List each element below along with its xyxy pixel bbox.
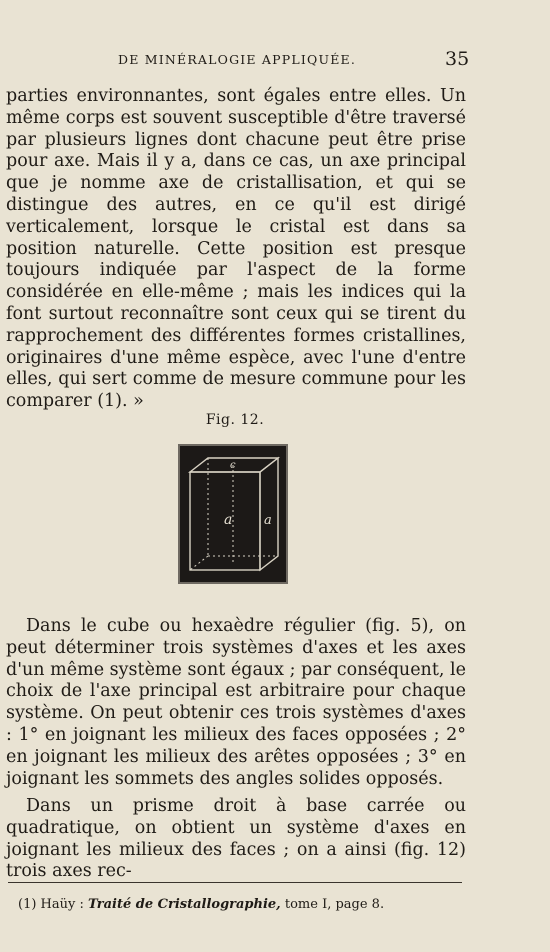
body-paragraph-3: Dans un prisme droit à base carrée ou quadratique, on obtient un système d'axes en joignant les milieux des faces ; on a ainsi (fig. 12) trois axes rec- bbox=[6, 796, 466, 882]
hidden-edge-diagonal bbox=[190, 556, 208, 570]
label-side: a bbox=[264, 513, 272, 528]
footnote-rule bbox=[8, 882, 462, 883]
prism-drawing bbox=[180, 446, 286, 582]
running-header bbox=[0, 48, 550, 74]
label-top: c bbox=[230, 460, 236, 471]
footnote-title: Traité de Cristallographie, bbox=[88, 897, 281, 912]
running-head: DE MINÉRALOGIE APPLIQUÉE. bbox=[118, 52, 357, 67]
body-paragraph-2: Dans le cube ou hexaèdre régulier (fig. 5), on peut déterminer trois systèmes d'axes et les axes d'un même système sont égaux ; par conséquent, le choix de l'axe principal est arbitraire pour chaque système. On peut obtenir ces trois systèmes d'axes : 1° en joignant les milieux des faces opposées ; 2° en joignant les milieux des arêtes opposées ; 3° en joignant les sommets des angles solides opposés. bbox=[6, 616, 466, 789]
page-number: 35 bbox=[445, 48, 470, 70]
figure-caption: Fig. 12. bbox=[205, 412, 265, 428]
footnote bbox=[18, 896, 458, 914]
footnote-marker: (1) Haüy : bbox=[18, 897, 84, 912]
body-paragraph-1: parties environnantes, sont égales entre elles. Un même corps est souvent susceptible d'être traversé par plusieurs lignes dont chacune peut être prise pour axe. Mais il y a, dans ce cas, un axe principal que je nomme axe de cristallisation, et qui se distingue des autres, en ce qu'il est dirigé verticalement, lorsque le cristal est dans sa position naturelle. Cette position est presque toujours indiquée par l'aspect de la forme considérée en elle-même ; mais les indices qui la font surtout reconnaître sont ceux qui se tirent du rapprochement des différentes formes cristallines, originaires d'une même espèce, avec l'une d'entre elles, qui sert comme de mesure commune pour les comparer (1). » bbox=[6, 86, 466, 412]
label-front: a bbox=[224, 512, 233, 528]
footnote-rest: tome I, page 8. bbox=[284, 897, 385, 912]
prism-figure bbox=[178, 444, 288, 584]
